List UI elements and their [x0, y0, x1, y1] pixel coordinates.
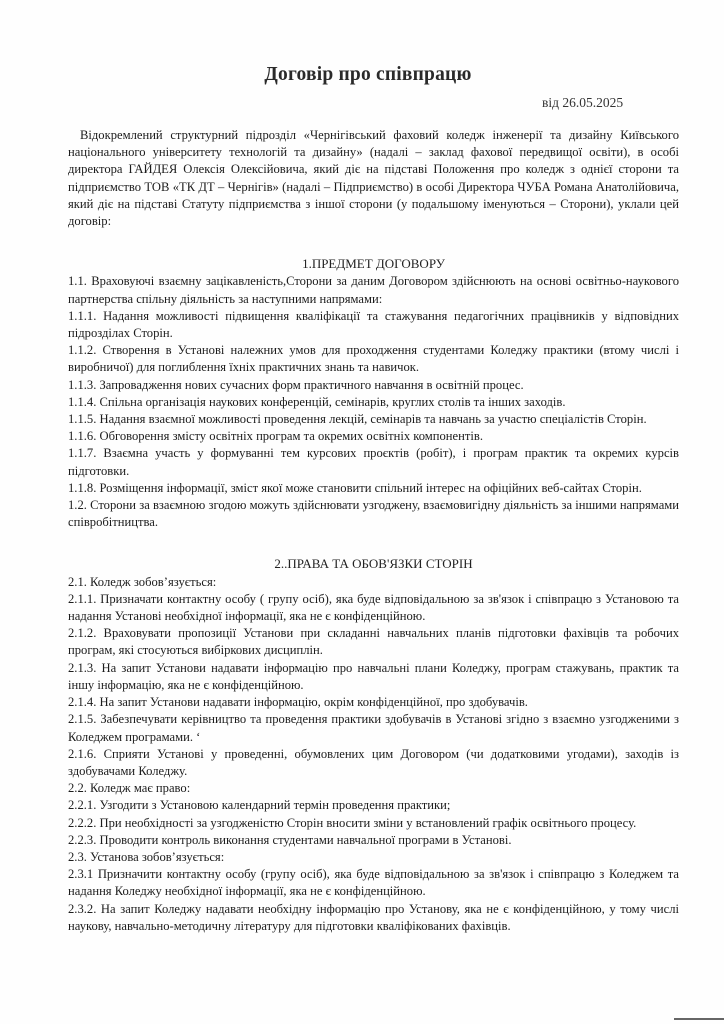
clause-2-2-3: 2.2.3. Проводити контроль виконання студентами навчальної програми в Установі. [68, 832, 512, 847]
clause-1-1-5: 1.1.5. Надання взаємної можливості проведення лекцій, семінарів та навчань за участю спеціалістів Сторін. [68, 412, 647, 427]
clause-1-1-8: 1.1.8. Розміщення інформації, зміст якої може становити спільний інтерес на офіційних веб-сайтах Сторін. [68, 480, 642, 495]
intro-paragraph: Відокремлений структурний підрозділ «Чернігівський фаховий коледж інженерії та дизайну Київського національного університету технологій та дизайну» (надалі – заклад фахової передвищої освіти), в особі директора ГАЙДЕЯ Олексія Олексійовича, який діє на підставі Положення про коледж з однієї сторони та підприємство ТОВ «ТК ДТ – Чернігів» (надалі – Підприємство) в особі Директора ЧУБА Романа Анатолійовича, який діє на підставі Статуту підприємства з іншої сторони (у подальшому іменуються – Сторони), уклали цей договір: [68, 128, 679, 229]
clause-2-1-5: 2.1.5. Забезпечувати керівництво та проведення практики здобувачів в Установі згідно з взаємно узгодженими з Коледжем програмами. ‘ [68, 712, 679, 744]
clause-2-1-1: 2.1.1. Призначати контактну особу ( групу осіб), яка буде відповідальною за зв'язок і співпрацю з Установою та надання Установі необхідної інформації, яка не є конфіденційною. [68, 591, 679, 624]
clause-2-2: 2.2. Коледж має право: [68, 781, 191, 796]
clause-1-1: 1.1. Враховуючі взаємну зацікавленість,Сторони за даним Договором здійснюють на основі освітньо-наукового партнерства спільну діяльність за наступними напрямами: [68, 274, 679, 306]
clause-2-1-3: 2.1.3. На запит Установи надавати інформацію про навчальні плани Коледжу, програм стажувань, практик та іншу інформацію, яка не є конфіденційною. [68, 660, 679, 692]
clause-2-3: 2.3. Установа зобов’язується: [68, 849, 225, 864]
clause-1-1-7: 1.1.7. Взаємна участь у формуванні тем курсових проєктів (робіт), і програм практик та окремих курсів підготовки. [68, 446, 679, 478]
section-rights [68, 574, 679, 935]
section-subject [68, 273, 679, 531]
document-date: від 26.05.2025 [542, 95, 624, 110]
clause-1-1-4: 1.1.4. Спільна організація наукових конференцій, семінарів, круглих столів та інших заходів. [68, 394, 566, 409]
scan-edge-mark [674, 1018, 724, 1020]
clause-2-2-1: 2.2.1. Узгодити з Установою календарний термін проведення практики; [68, 798, 451, 813]
section-heading-rights: 2..ПРАВА ТА ОБОВ'ЯЗКИ СТОРІН [274, 556, 473, 572]
clause-1-1-2: 1.1.2. Створення в Установі належних умов для проходження студентами Коледжу практики (втому числі і виробничої) для поглиблення їхніх практичних знань та навичок. [68, 343, 679, 375]
clause-2-1-4: 2.1.4. На запит Установи надавати інформацію, окрім конфіденційної, про здобувачів. [68, 695, 528, 710]
clause-2-2-2: 2.2.2. При необхідності за узгодженістю Сторін вносити зміни у встановлений графік освітнього процесу. [68, 815, 637, 830]
clause-1-1-6: 1.1.6. Обговорення змісту освітніх програм та окремих освітніх компонентів. [68, 429, 483, 444]
document-body [68, 127, 679, 935]
section-heading-subject: 1.ПРЕДМЕТ ДОГОВОРУ [302, 256, 445, 272]
clause-2-1-6: 2.1.6. Сприяти Установі у проведенні, обумовлених цим Договором (чи додатковими угодами), заходів із здобувачами Коледжу. [68, 746, 679, 778]
clause-1-2: 1.2. Сторони за взаємною згодою можуть здійснювати узгоджену, взаємовигідну діяльність за іншими напрямами співробітництва. [68, 498, 679, 530]
clause-2-3-1: 2.3.1 Призначити контактну особу (групу осіб), яка буде відповідальною за зв'язок і співпрацю з Коледжем та надання Коледжу необхідної інформації, яка не є конфіденційною. [68, 867, 679, 899]
document-title: Договір про співпрацю [264, 64, 472, 85]
clause-2-1: 2.1. Коледж зобов’язується: [68, 574, 217, 589]
clause-1-1-1: 1.1.1. Надання можливості підвищення кваліфікації та стажування педагогічних працівників у відповідних підрозділах Сторін. [68, 308, 679, 341]
clause-1-1-3: 1.1.3. Запровадження нових сучасних форм практичного навчання в освітній процес. [68, 377, 524, 392]
clause-2-3-2: 2.3.2. На запит Коледжу надавати необхідну інформацію про Установу, яка не є конфіденційною, у тому числі наукову, навчально-методичну літературу для підготовки кваліфікованих фахівців. [68, 901, 679, 933]
clause-2-1-2: 2.1.2. Враховувати пропозиції Установи при складанні навчальних планів підготовки фахівців та робочих програм, які стосуються вибіркових дисциплін. [68, 626, 679, 658]
